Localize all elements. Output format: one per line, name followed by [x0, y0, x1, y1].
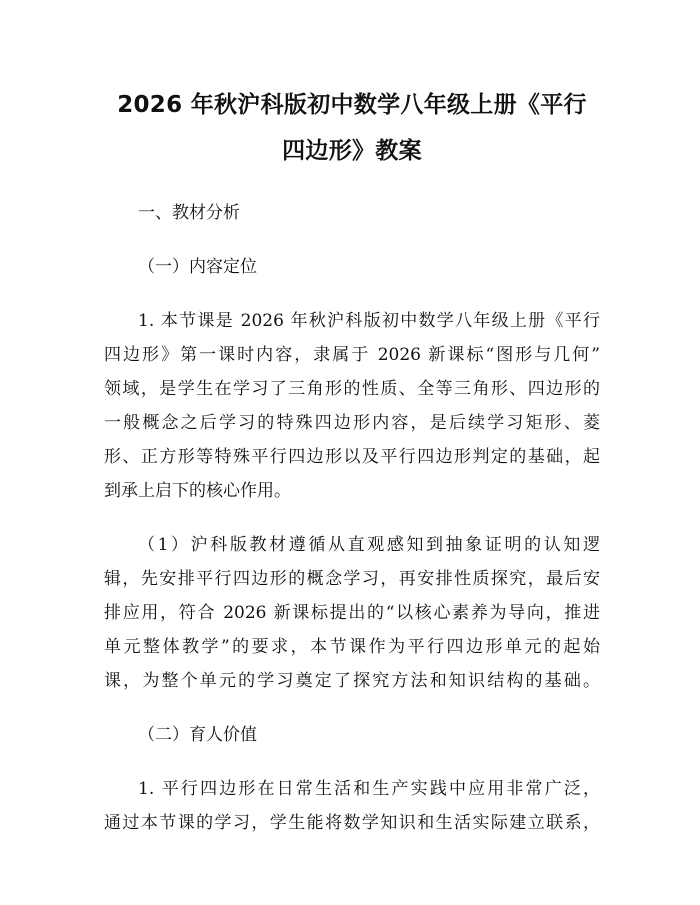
- paragraph-textbook-logic: [104, 528, 600, 698]
- subsection-heading-educational-value: （二）育人价值: [138, 725, 257, 745]
- document-body: [104, 196, 600, 840]
- paragraph-educational-value: [104, 772, 600, 840]
- paragraph-line: 1. 平行四边形在日常生活和生产实践中应用非常广泛，: [138, 779, 600, 799]
- paragraph-line: 到承上启下的核心作用。: [104, 481, 291, 501]
- paragraph-line: 形、正方形等特殊平行四边形以及平行四边形判定的基础，起: [104, 447, 600, 467]
- paragraph-line: 领域，是学生在学习了三角形的性质、全等三角形、四边形的: [104, 379, 600, 399]
- paragraph-line: 单元整体教学”的要求，本节课作为平行四边形单元的起始: [104, 637, 600, 657]
- paragraph-line: 课，为整个单元的学习奠定了探究方法和知识结构的基础。: [104, 671, 600, 691]
- title-line: 四边形》教案: [282, 138, 422, 164]
- subsection-heading-content-positioning: （一）内容定位: [138, 257, 257, 277]
- paragraph-line: 一般概念之后学习的特殊四边形内容，是后续学习矩形、菱: [104, 413, 600, 433]
- paragraph-line: 四边形》第一课时内容，隶属于 2026 新课标“图形与几何”: [104, 345, 600, 365]
- paragraph-content-positioning: [104, 304, 600, 508]
- paragraph-line: 辑，先安排平行四边形的概念学习，再安排性质探究，最后安: [104, 569, 600, 589]
- paragraph-line: 通过本节课的学习，学生能将数学知识和生活实际建立联系，: [104, 813, 600, 833]
- document-title: [104, 0, 600, 174]
- paragraph-line: 排应用，符合 2026 新课标提出的“以核心素养为导向，推进: [104, 603, 600, 623]
- section-heading: 一、教材分析: [138, 203, 240, 223]
- paragraph-line: （1）沪科版教材遵循从直观感知到抽象证明的认知逻: [138, 535, 600, 555]
- title-line: 2026 年秋沪科版初中数学八年级上册《平行: [117, 92, 587, 118]
- paragraph-line: 1. 本节课是 2026 年秋沪科版初中数学八年级上册《平行: [138, 311, 600, 331]
